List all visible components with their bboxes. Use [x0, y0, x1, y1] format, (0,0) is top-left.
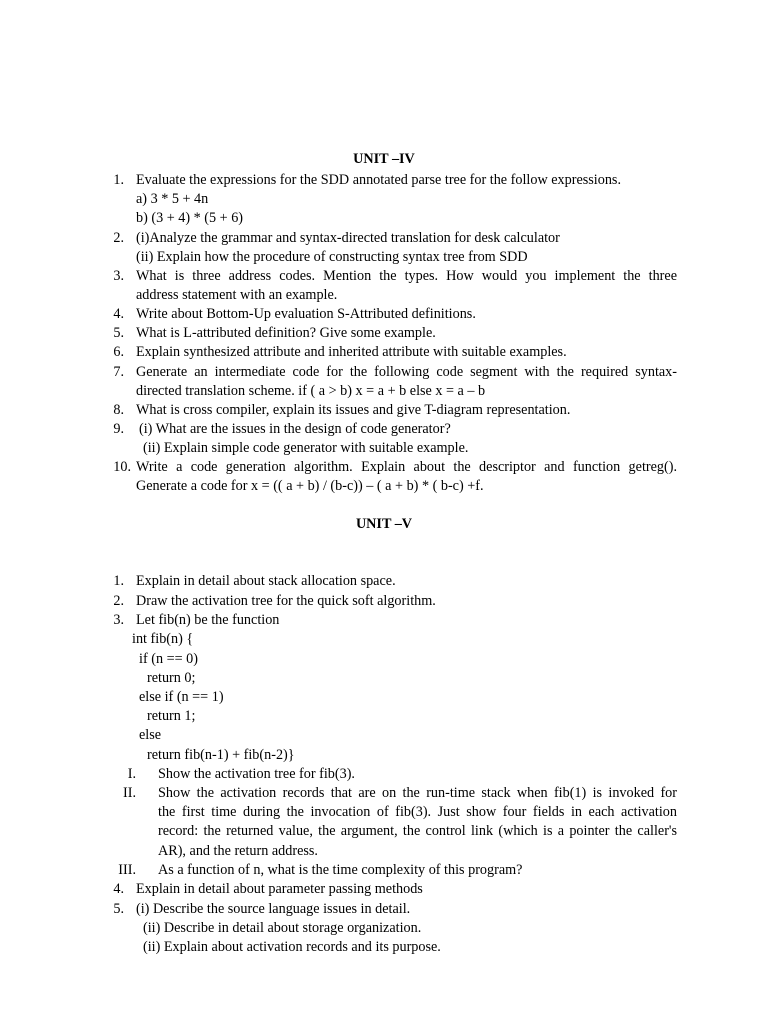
- unit5-item-3-line-1: Let fib(n) be the function: [136, 612, 280, 628]
- subitem-ii-number: II.: [123, 785, 136, 801]
- code-line-3: return 0;: [147, 670, 196, 686]
- unit4-item-1-line-1: Evaluate the expressions for the SDD annotated parse tree for the follow expressions.: [136, 172, 621, 188]
- unit4-item-3-line-1: What is three address codes. Mention the types. How would you implement the three: [136, 268, 677, 284]
- unit4-item-9-line-1: (i) What are the issues in the design of code generator?: [139, 421, 451, 437]
- unit4-item-10-number: 10.: [113, 459, 131, 475]
- subitem-i-number: I.: [127, 766, 136, 782]
- unit4-item-9-number: 9.: [113, 421, 124, 437]
- subitem-iii-number: III.: [118, 862, 136, 878]
- unit4-item-2-line-2: (ii) Explain how the procedure of constructing syntax tree from SDD: [136, 249, 528, 265]
- unit5-item-1-number: 1.: [113, 573, 124, 589]
- unit4-item-3-number: 3.: [113, 268, 124, 284]
- unit4-item-2-line-1: (i)Analyze the grammar and syntax-directed translation for desk calculator: [136, 230, 560, 246]
- subitem-ii-line-4: AR), and the return address.: [158, 843, 318, 859]
- unit4-item-3-line-2: address statement with an example.: [136, 287, 338, 303]
- unit4-item-1-line-2: a) 3 * 5 + 4n: [136, 191, 209, 207]
- unit5-item-4-number: 4.: [113, 881, 124, 897]
- unit5-item-5-line-1: (i) Describe the source language issues in detail.: [136, 901, 411, 917]
- unit4-item-10-line-2: Generate a code for x = (( a + b) / (b-c)) – ( a + b) * ( b-c) +f.: [136, 478, 484, 494]
- subitem-ii-line-2: the first time during the invocation of fib(3). Just show four fields in each activation: [158, 804, 677, 820]
- code-line-1: int fib(n) {: [132, 631, 194, 647]
- unit5-item-5-number: 5.: [113, 901, 124, 917]
- code-line-6: else: [139, 727, 162, 743]
- unit4-item-5-line-1: What is L-attributed definition? Give some example.: [136, 325, 436, 341]
- unit5-item-3-number: 3.: [113, 612, 124, 628]
- subitem-i-line-1: Show the activation tree for fib(3).: [158, 766, 355, 782]
- unit-iv-heading: UNIT –IV: [353, 151, 415, 167]
- code-line-7: return fib(n-1) + fib(n-2)}: [147, 747, 295, 763]
- unit5-item-5-line-3: (ii) Explain about activation records and its purpose.: [143, 939, 441, 955]
- subitem-ii-line-3: record: the returned value, the argument, the control link (which is a pointer the caller's: [158, 823, 677, 839]
- unit4-item-2-number: 2.: [113, 230, 124, 246]
- subitem-ii-line-1: Show the activation records that are on the run-time stack when fib(1) is invoked for: [158, 785, 677, 801]
- unit4-item-1-line-3: b) (3 + 4) * (5 + 6): [136, 210, 244, 226]
- unit4-item-6-number: 6.: [113, 344, 124, 360]
- unit4-item-7-line-1: Generate an intermediate code for the following code segment with the required syntax-: [136, 364, 677, 380]
- unit4-item-7-number: 7.: [113, 364, 124, 380]
- code-line-4: else if (n == 1): [139, 689, 224, 705]
- unit5-item-4-line-1: Explain in detail about parameter passing methods: [136, 881, 423, 897]
- unit5-item-5-line-2: (ii) Describe in detail about storage organization.: [143, 920, 422, 936]
- unit-v-heading: UNIT –V: [355, 516, 413, 532]
- code-line-5: return 1;: [147, 708, 196, 724]
- subitem-iii-line-1: As a function of n, what is the time complexity of this program?: [158, 862, 523, 878]
- unit4-item-10-line-1: Write a code generation algorithm. Explain about the descriptor and function getreg().: [136, 459, 677, 475]
- unit4-item-4-line-1: Write about Bottom-Up evaluation S-Attributed definitions.: [136, 306, 476, 322]
- unit5-item-1-line-1: Explain in detail about stack allocation space.: [136, 573, 396, 589]
- unit4-item-4-number: 4.: [113, 306, 124, 322]
- unit4-item-7-line-2: directed translation scheme. if ( a > b) x = a + b else x = a – b: [136, 383, 486, 399]
- unit4-item-8-number: 8.: [113, 402, 124, 418]
- unit5-item-2-line-1: Draw the activation tree for the quick soft algorithm.: [136, 593, 436, 609]
- unit5-item-2-number: 2.: [113, 593, 124, 609]
- code-line-2: if (n == 0): [139, 651, 198, 667]
- unit4-item-9-line-2: (ii) Explain simple code generator with suitable example.: [143, 440, 469, 456]
- unit4-item-5-number: 5.: [113, 325, 124, 341]
- unit4-item-8-line-1: What is cross compiler, explain its issues and give T-diagram representation.: [136, 402, 571, 418]
- unit4-item-1-number: 1.: [113, 172, 124, 188]
- unit4-item-6-line-1: Explain synthesized attribute and inherited attribute with suitable examples.: [136, 344, 567, 360]
